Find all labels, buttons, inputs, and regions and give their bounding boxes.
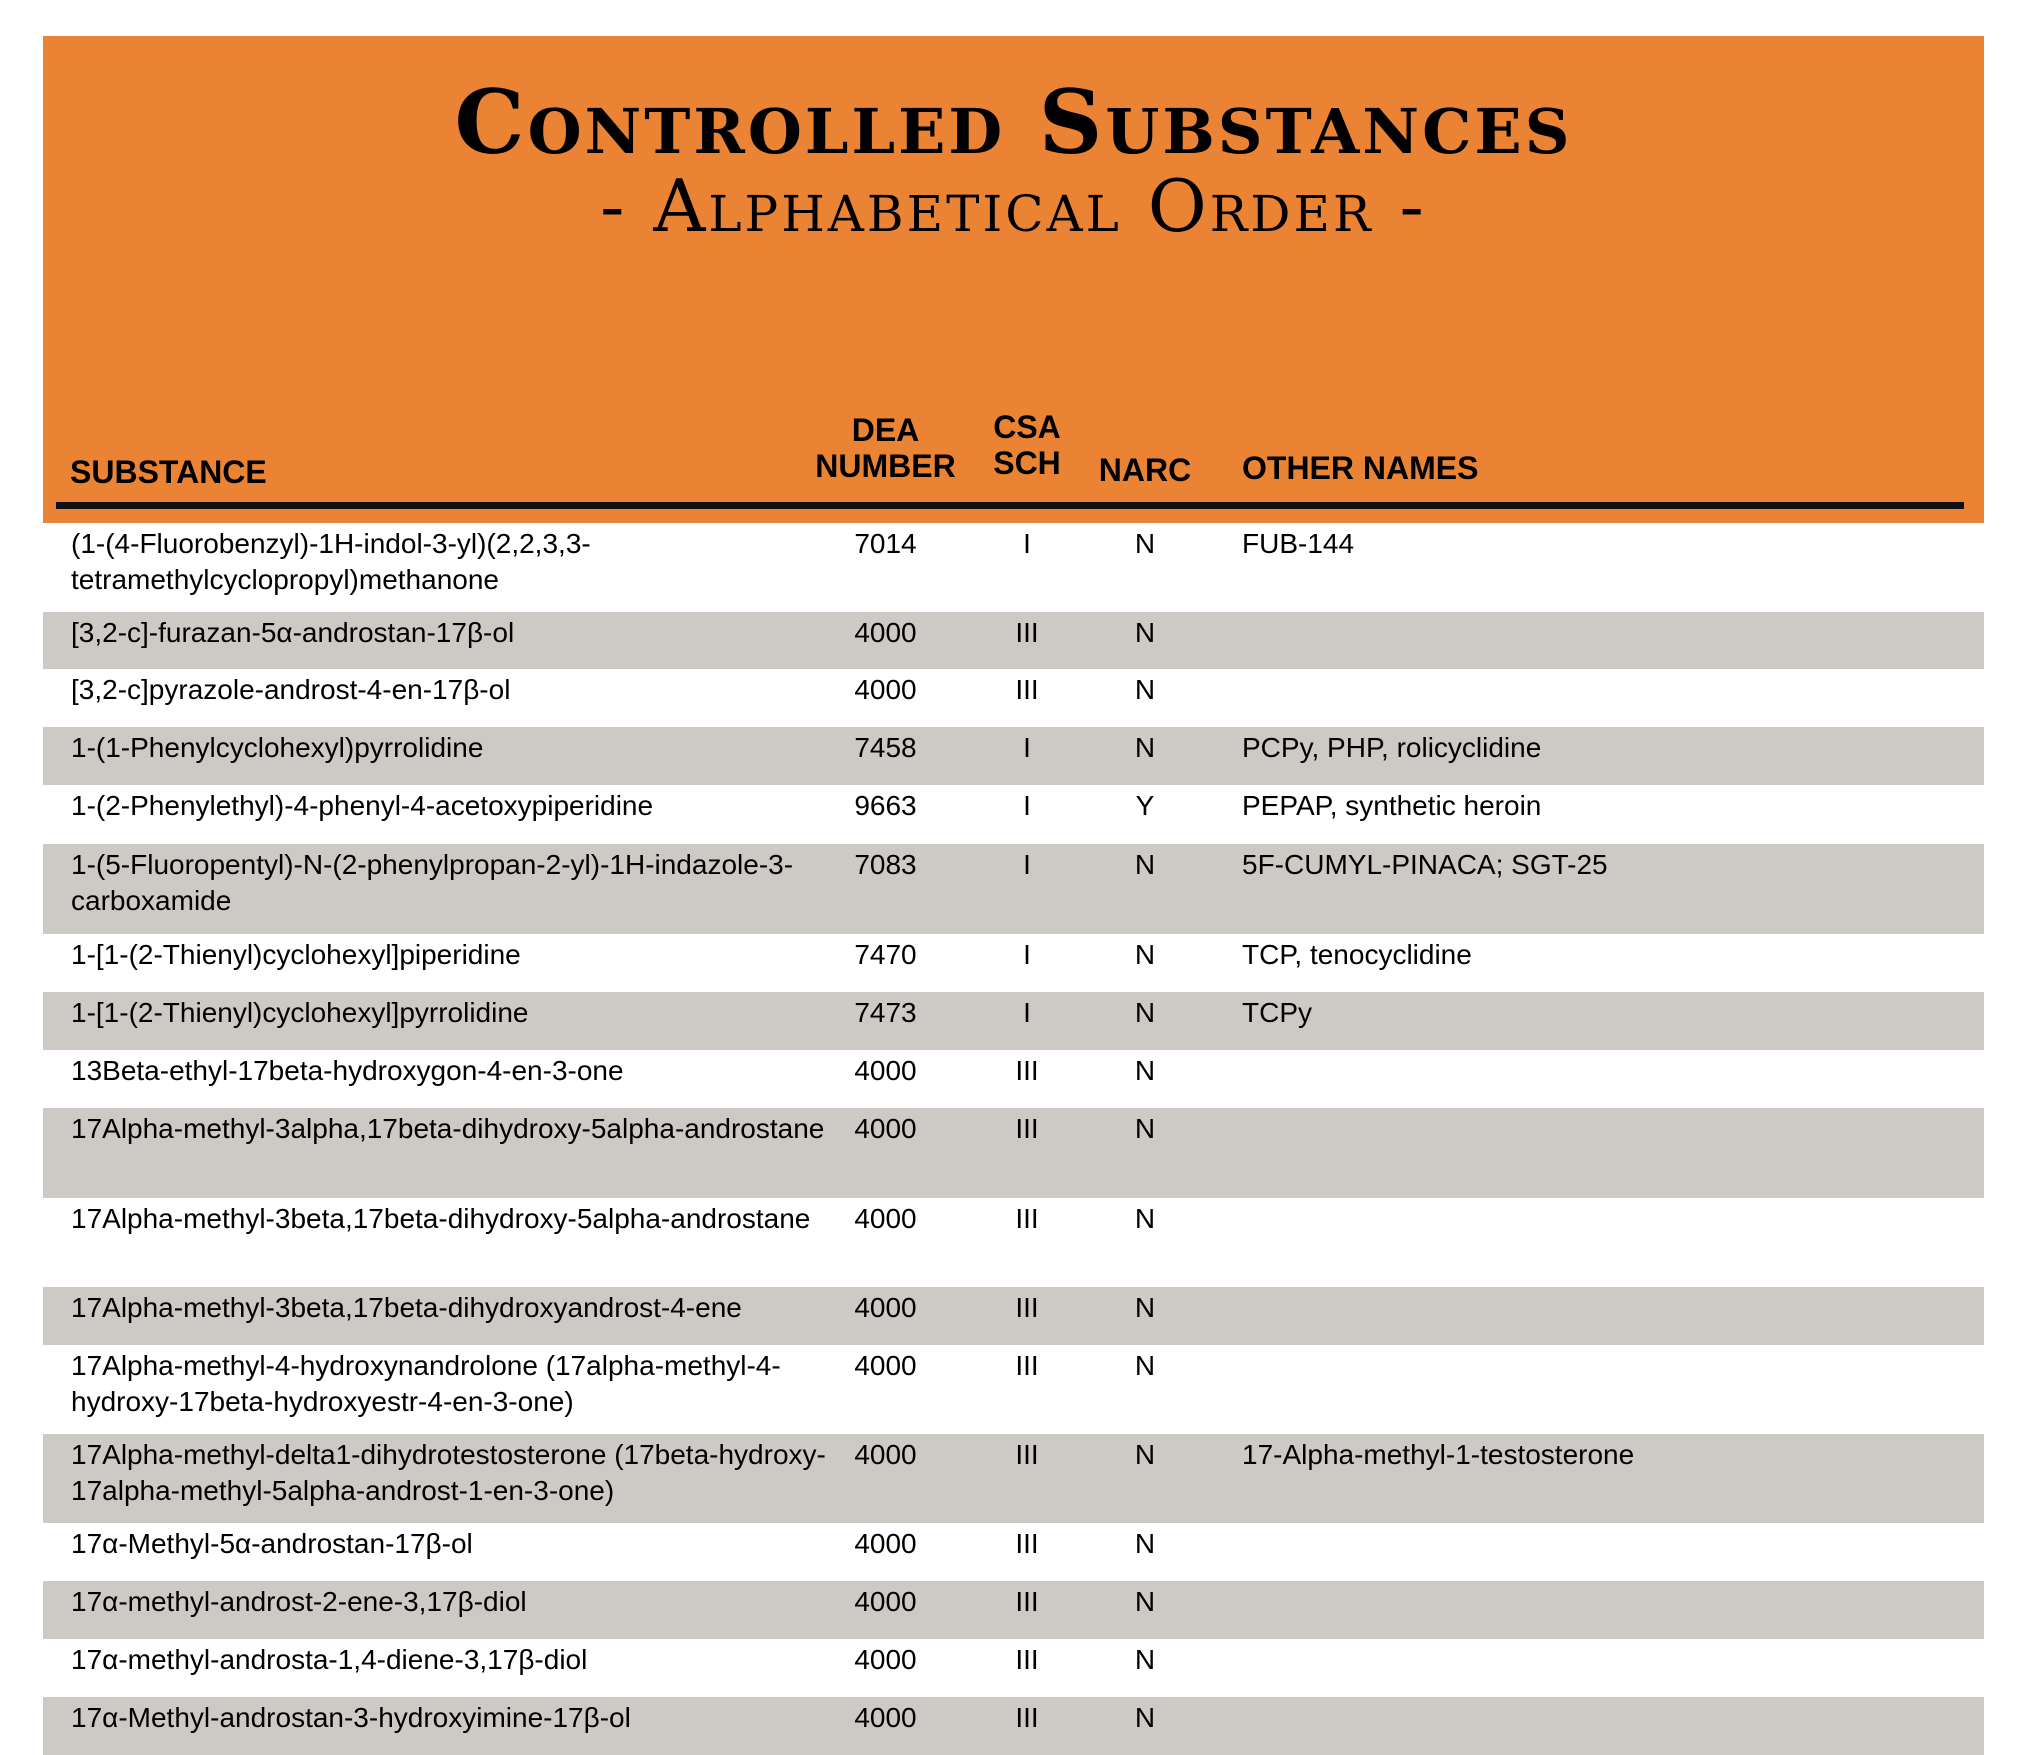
cell-dea-number: 4000 xyxy=(854,1528,917,1559)
cell-csa-schedule: III xyxy=(1015,1528,1039,1559)
cell-substance: 13Beta-ethyl-17beta-hydroxygon-4-en-3-one xyxy=(71,1055,624,1086)
cell-csa-schedule: III xyxy=(1015,1644,1039,1675)
table-row xyxy=(43,669,1984,727)
cell-narcotic-flag: Y xyxy=(1135,790,1155,821)
cell-csa-schedule: III xyxy=(1015,1586,1039,1617)
table-row xyxy=(43,1434,1984,1523)
cell-csa-schedule: III xyxy=(1015,1113,1039,1144)
cell-substance: (1-(4-Fluorobenzyl)-1H-indol-3-yl)(2,2,3,3-tetramethylcyclopropyl)methanone xyxy=(71,528,591,595)
cell-other-names: 5F-CUMYL-PINACA; SGT-25 xyxy=(1242,849,1608,880)
cell-narcotic-flag: N xyxy=(1134,1203,1156,1234)
cell-dea-number: 4000 xyxy=(854,1702,917,1733)
cell-substance: 17Alpha-methyl-delta1-dihydrotestosterone (17beta-hydroxy-17alpha-methyl-5alpha-androst-1-en-3-one) xyxy=(71,1439,826,1506)
cell-csa-schedule: III xyxy=(1015,617,1039,648)
cell-csa-schedule: III xyxy=(1015,1055,1039,1086)
cell-substance: 17Alpha-methyl-4-hydroxynandrolone (17alpha-methyl-4-hydroxy-17beta-hydroxyestr-4-en-3-one) xyxy=(71,1350,781,1417)
cell-dea-number: 4000 xyxy=(854,1055,917,1086)
table-row xyxy=(43,1697,1984,1755)
cell-dea-number: 7014 xyxy=(854,528,917,559)
cell-dea-number: 7458 xyxy=(854,732,917,763)
table-row xyxy=(43,844,1984,934)
cell-other-names: PEPAP, synthetic heroin xyxy=(1242,790,1542,821)
cell-dea-number: 7470 xyxy=(854,939,917,970)
cell-dea-number: 4000 xyxy=(854,617,917,648)
cell-csa-schedule: III xyxy=(1015,674,1039,705)
column-header-csa-line1: CSA xyxy=(993,409,1061,445)
cell-other-names: FUB-144 xyxy=(1242,528,1355,559)
cell-substance: 17Alpha-methyl-3beta,17beta-dihydroxyandrost-4-ene xyxy=(71,1292,742,1323)
cell-other-names: 17-Alpha-methyl-1-testosterone xyxy=(1242,1439,1635,1470)
header-banner xyxy=(43,36,1984,523)
column-header-csa-sch xyxy=(985,409,1069,481)
table-row xyxy=(43,992,1984,1050)
column-header-dea-line2: NUMBER xyxy=(815,448,956,484)
column-header-narc: NARC xyxy=(1098,452,1192,488)
column-header-csa-line2: SCH xyxy=(993,445,1061,481)
cell-narcotic-flag: N xyxy=(1134,617,1156,648)
cell-other-names: PCPy, PHP, rolicyclidine xyxy=(1242,732,1542,763)
table-row xyxy=(43,1345,1984,1434)
table-row xyxy=(43,785,1984,844)
cell-narcotic-flag: N xyxy=(1134,1292,1156,1323)
cell-csa-schedule: I xyxy=(1023,849,1031,880)
cell-substance: 1-[1-(2-Thienyl)cyclohexyl]piperidine xyxy=(71,939,521,970)
cell-csa-schedule: III xyxy=(1015,1350,1039,1381)
header-divider xyxy=(56,502,1964,509)
cell-dea-number: 4000 xyxy=(854,1203,917,1234)
table-row xyxy=(43,727,1984,785)
cell-dea-number: 4000 xyxy=(854,1350,917,1381)
table-row xyxy=(43,1198,1984,1287)
cell-substance: 1-[1-(2-Thienyl)cyclohexyl]pyrrolidine xyxy=(71,997,529,1028)
table-row xyxy=(43,523,1984,612)
column-header-substance: SUBSTANCE xyxy=(70,454,267,490)
cell-csa-schedule: I xyxy=(1023,997,1031,1028)
table-row xyxy=(43,1287,1984,1345)
cell-dea-number: 4000 xyxy=(854,1586,917,1617)
cell-narcotic-flag: N xyxy=(1134,1055,1156,1086)
cell-csa-schedule: I xyxy=(1023,939,1031,970)
cell-dea-number: 7473 xyxy=(854,997,917,1028)
cell-substance: 1-(2-Phenylethyl)-4-phenyl-4-acetoxypiperidine xyxy=(71,790,654,821)
cell-substance: 17α-methyl-androst-2-ene-3,17β-diol xyxy=(71,1586,527,1617)
cell-narcotic-flag: N xyxy=(1134,732,1156,763)
cell-csa-schedule: III xyxy=(1015,1203,1039,1234)
cell-narcotic-flag: N xyxy=(1134,1702,1156,1733)
column-header-dea-line1: DEA xyxy=(851,412,920,448)
column-header-other-names: OTHER NAMES xyxy=(1242,450,1479,486)
cell-other-names: TCPy xyxy=(1242,997,1312,1028)
table-row xyxy=(43,1639,1984,1697)
cell-substance: 17Alpha-methyl-3alpha,17beta-dihydroxy-5alpha-androstane xyxy=(71,1113,825,1144)
cell-substance: 1-(1-Phenylcyclohexyl)pyrrolidine xyxy=(71,732,484,763)
cell-csa-schedule: I xyxy=(1023,790,1031,821)
cell-csa-schedule: III xyxy=(1015,1702,1039,1733)
cell-narcotic-flag: N xyxy=(1134,674,1156,705)
cell-narcotic-flag: N xyxy=(1134,939,1156,970)
cell-csa-schedule: III xyxy=(1015,1439,1039,1470)
cell-narcotic-flag: N xyxy=(1134,528,1156,559)
cell-narcotic-flag: N xyxy=(1134,1528,1156,1559)
column-header-dea-number xyxy=(808,412,963,484)
cell-dea-number: 9663 xyxy=(854,790,917,821)
cell-dea-number: 7083 xyxy=(854,849,917,880)
page-subtitle: - Alphabetical Order - xyxy=(600,164,1427,248)
cell-narcotic-flag: N xyxy=(1134,1644,1156,1675)
cell-substance: [3,2-c]-furazan-5α-androstan-17β-ol xyxy=(71,617,515,648)
cell-narcotic-flag: N xyxy=(1134,1439,1156,1470)
page-title: Controlled Substances xyxy=(454,70,1573,174)
cell-csa-schedule: I xyxy=(1023,528,1031,559)
table-row xyxy=(43,1050,1984,1108)
cell-narcotic-flag: N xyxy=(1134,849,1156,880)
cell-narcotic-flag: N xyxy=(1134,1113,1156,1144)
table-row xyxy=(43,612,1984,669)
cell-dea-number: 4000 xyxy=(854,1439,917,1470)
substance-table xyxy=(43,523,1984,1755)
cell-csa-schedule: III xyxy=(1015,1292,1039,1323)
cell-other-names: TCP, tenocyclidine xyxy=(1242,939,1472,970)
cell-narcotic-flag: N xyxy=(1134,997,1156,1028)
cell-substance: 17α-methyl-androsta-1,4-diene-3,17β-diol xyxy=(71,1644,588,1675)
cell-narcotic-flag: N xyxy=(1134,1350,1156,1381)
cell-substance: 1-(5-Fluoropentyl)-N-(2-phenylpropan-2-yl)-1H-indazole-3-carboxamide xyxy=(71,849,794,916)
cell-narcotic-flag: N xyxy=(1134,1586,1156,1617)
cell-dea-number: 4000 xyxy=(854,674,917,705)
cell-substance: 17α-Methyl-5α-androstan-17β-ol xyxy=(71,1528,473,1559)
cell-substance: [3,2-c]pyrazole-androst-4-en-17β-ol xyxy=(71,674,511,705)
table-row xyxy=(43,1523,1984,1581)
cell-substance: 17Alpha-methyl-3beta,17beta-dihydroxy-5alpha-androstane xyxy=(71,1203,811,1234)
table-row xyxy=(43,1581,1984,1639)
cell-dea-number: 4000 xyxy=(854,1292,917,1323)
cell-substance: 17α-Methyl-androstan-3-hydroxyimine-17β-ol xyxy=(71,1702,631,1733)
table-row xyxy=(43,1108,1984,1198)
table-row xyxy=(43,934,1984,992)
cell-dea-number: 4000 xyxy=(854,1113,917,1144)
cell-csa-schedule: I xyxy=(1023,732,1031,763)
cell-dea-number: 4000 xyxy=(854,1644,917,1675)
